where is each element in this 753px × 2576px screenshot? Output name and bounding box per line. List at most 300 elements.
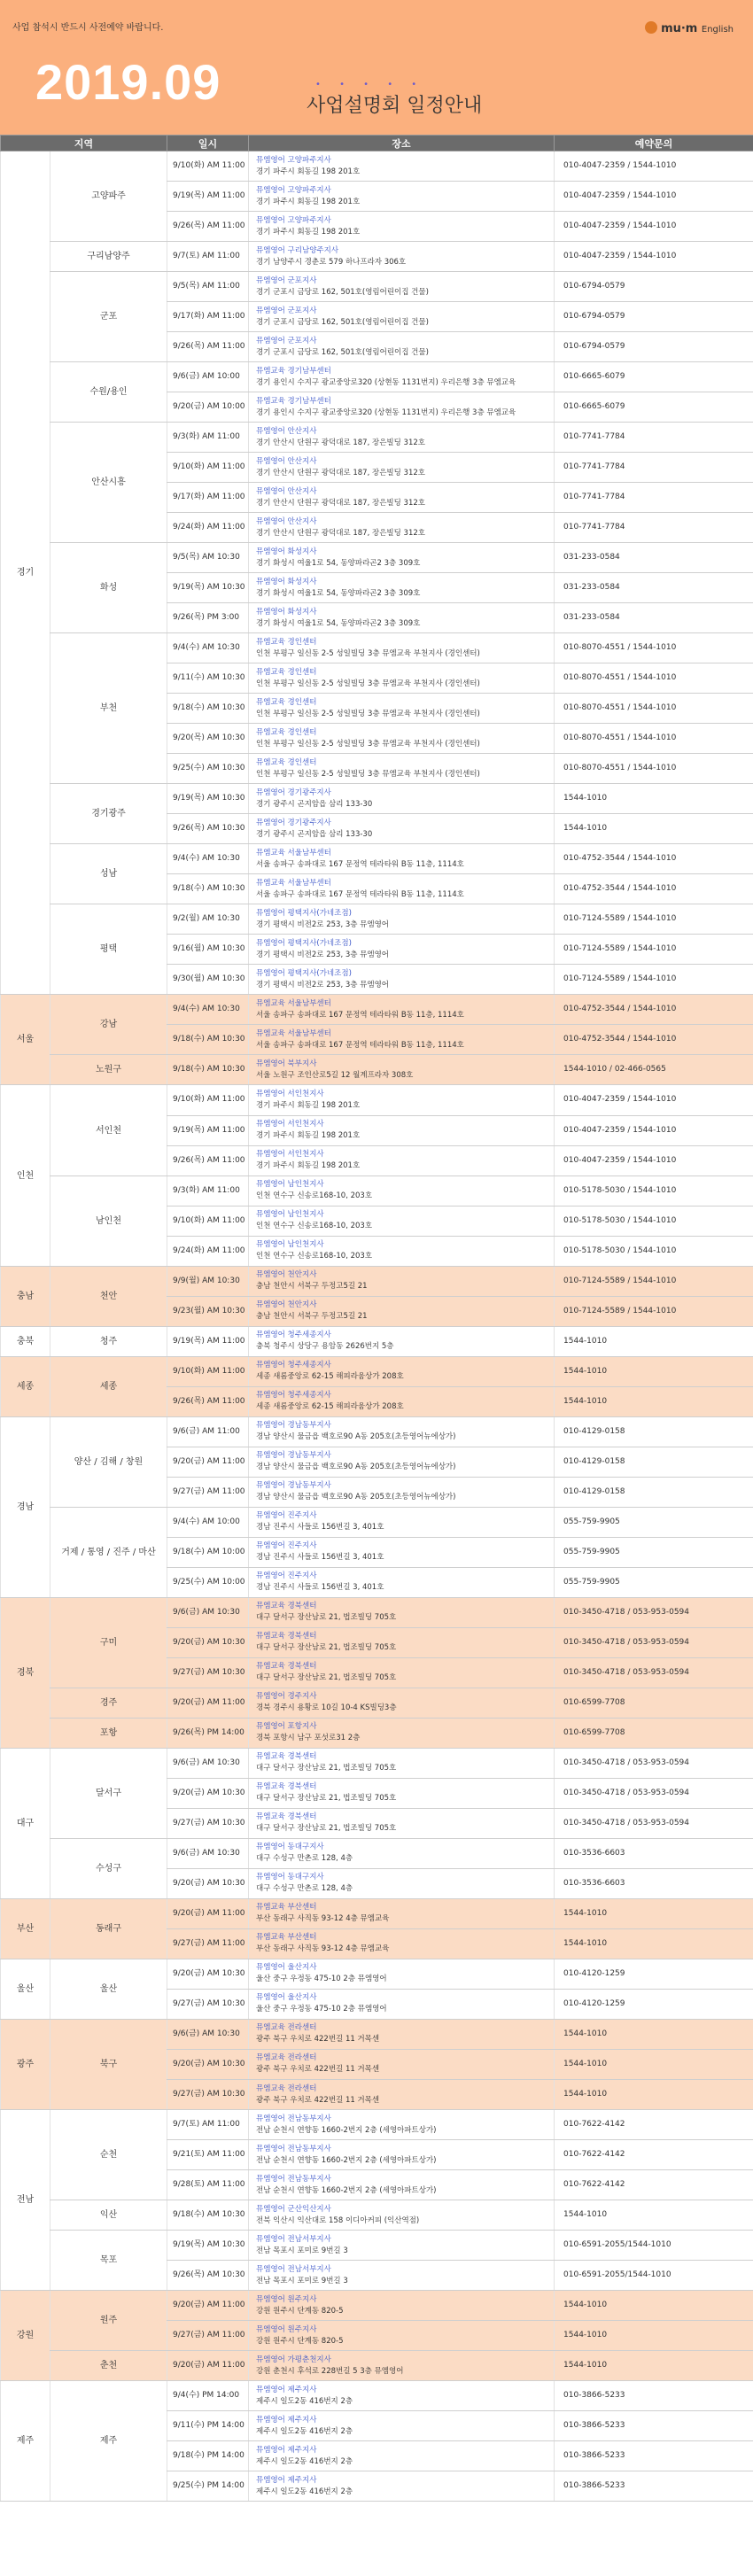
table-row	[1, 2019, 753, 2049]
branch-address: 경기 군포시 금당로 162, 501호(영림어린이집 건물)	[256, 287, 429, 297]
place-cell	[249, 1989, 555, 2019]
branch-name: 뮤엠영어 평택지사(가네조점)	[256, 938, 352, 948]
branch-name: 뮤엠영어 동대구지사	[256, 1873, 324, 1882]
table-row	[1, 2200, 753, 2231]
branch-name: 뮤엠영어 구리남양주지사	[256, 245, 339, 255]
place-cell	[249, 694, 555, 724]
branch-address: 인천 부평구 일신동 2-5 성일빌딩 3층 뮤엠교육 부천지사 (경인센터)	[256, 679, 480, 688]
branch-address: 전남 목포시 포미로 9번길 3	[256, 2246, 348, 2255]
contact-cell: 010-7622-4142	[555, 2110, 753, 2140]
branch-name: 뮤엠교육 서울남부센터	[256, 848, 331, 857]
contact-cell: 010-7124-5589 / 1544-1010	[555, 935, 753, 965]
date-cell: 9/20(목) AM 10:30	[167, 724, 249, 754]
area-cell: 동래구	[50, 1898, 167, 1959]
logo-sub: English	[701, 25, 734, 35]
contact-cell: 010-6794-0579	[555, 332, 753, 362]
branch-address: 경기 평택시 비전2로 253, 3층 뮤엠영어	[256, 950, 390, 959]
table-row	[1, 2381, 753, 2411]
contact-cell: 010-8070-4551 / 1544-1010	[555, 663, 753, 694]
area-cell: 부천	[50, 633, 167, 784]
area-cell: 수원/용인	[50, 362, 167, 423]
place-cell	[249, 1808, 555, 1838]
branch-name: 뮤엠영어 북부지사	[256, 1059, 317, 1068]
area-cell: 군포	[50, 272, 167, 362]
area-cell: 구미	[50, 1597, 167, 1688]
place-cell	[249, 362, 555, 392]
place-cell	[249, 242, 555, 272]
branch-address: 경기 화성시 여울1로 54, 동양파라곤2 3층 309호	[256, 618, 421, 628]
place-cell	[249, 332, 555, 362]
place-cell	[249, 2049, 555, 2079]
table-row	[1, 1356, 753, 1386]
date-cell: 9/20(금) AM 10:30	[167, 1959, 249, 1989]
date-cell: 9/10(화) AM 11:00	[167, 1356, 249, 1386]
area-cell: 경기광주	[50, 784, 167, 844]
branch-address: 제주시 일도2동 416번지 2층	[256, 2456, 353, 2466]
contact-cell: 010-3450-4718 / 053-953-0594	[555, 1778, 753, 1808]
date-cell: 9/10(화) AM 11:00	[167, 1085, 249, 1115]
branch-name: 뮤엠영어 경기광주지사	[256, 818, 331, 827]
date-cell: 9/27(금) AM 11:00	[167, 1477, 249, 1507]
place-cell	[249, 633, 555, 663]
date-cell: 9/9(월) AM 10:30	[167, 1266, 249, 1296]
contact-cell: 010-6665-6079	[555, 362, 753, 392]
logo-mark-icon	[645, 21, 657, 34]
branch-name: 뮤엠영어 진주지사	[256, 1541, 317, 1551]
branch-name: 뮤엠영어 전남동부지사	[256, 2144, 331, 2153]
contact-cell: 010-7124-5589 / 1544-1010	[555, 1266, 753, 1296]
branch-address: 제주시 일도2동 416번지 2층	[256, 2396, 353, 2406]
branch-name: 뮤엠영어 청주세종지사	[256, 1391, 331, 1401]
branch-address: 제주시 일도2동 416번지 2층	[256, 2426, 353, 2436]
branch-address: 서울 송파구 송파대로 167 문정역 테라타워 B동 11층, 1114호	[256, 1040, 464, 1050]
branch-address: 경기 광주시 곤지암읍 삼리 133-30	[256, 829, 373, 839]
table-row	[1, 1085, 753, 1115]
branch-address: 부산 동래구 사직동 93-12 4층 뮤엠교육	[256, 1914, 390, 1924]
contact-cell: 1544-1010	[555, 1898, 753, 1928]
place-cell	[249, 302, 555, 332]
contact-cell: 010-3450-4718 / 053-953-0594	[555, 1597, 753, 1627]
place-cell	[249, 1206, 555, 1236]
area-cell: 양산 / 김해 / 창원	[50, 1416, 167, 1507]
branch-name: 뮤엠교육 경인센터	[256, 757, 317, 767]
date-cell: 9/7(토) AM 11:00	[167, 2110, 249, 2140]
contact-cell: 1544-1010	[555, 784, 753, 814]
contact-cell: 010-3450-4718 / 053-953-0594	[555, 1748, 753, 1778]
branch-address: 인천 연수구 신송로168-10, 203호	[256, 1222, 373, 1231]
date-cell: 9/2(월) AM 10:30	[167, 904, 249, 935]
contact-cell: 010-4752-3544 / 1544-1010	[555, 874, 753, 904]
branch-name: 뮤엠영어 가평춘천지사	[256, 2355, 331, 2364]
place-cell	[249, 1386, 555, 1416]
contact-cell: 010-7622-4142	[555, 2170, 753, 2200]
date-cell: 9/6(금) AM 10:30	[167, 1748, 249, 1778]
branch-name: 뮤엠교육 전라센터	[256, 2083, 317, 2093]
date-cell: 9/20(금) AM 11:00	[167, 1688, 249, 1718]
place-cell	[249, 453, 555, 483]
date-cell: 9/25(수) PM 14:00	[167, 2471, 249, 2502]
branch-address: 경기 안산시 단원구 광덕대로 187, 장은빌딩 312호	[256, 438, 425, 447]
contact-cell: 1544-1010	[555, 1928, 753, 1959]
place-cell	[249, 1898, 555, 1928]
branch-name: 뮤엠영어 제주지사	[256, 2445, 317, 2455]
contact-cell: 031-233-0584	[555, 543, 753, 573]
area-cell: 달서구	[50, 1748, 167, 1838]
branch-name: 뮤엠영어 청주세종지사	[256, 1361, 331, 1370]
branch-address: 경기 파주시 회동길 198 201호	[256, 1161, 361, 1171]
area-cell: 구리남양주	[50, 242, 167, 272]
date-cell: 9/18(수) PM 14:00	[167, 2441, 249, 2471]
contact-cell: 010-7622-4142	[555, 2140, 753, 2170]
branch-name: 뮤엠영어 군포지사	[256, 336, 317, 345]
branch-address: 경기 화성시 여울1로 54, 동양파라곤2 3층 309호	[256, 588, 421, 598]
region-cell: 전남	[1, 2110, 50, 2291]
branch-name: 뮤엠교육 경인센터	[256, 727, 317, 737]
table-row	[1, 904, 753, 935]
date-cell: 9/26(목) AM 11:00	[167, 1145, 249, 1175]
branch-address: 경기 남양주시 경춘로 579 하나프라자 306호	[256, 257, 407, 267]
contact-cell: 010-4047-2359 / 1544-1010	[555, 1115, 753, 1145]
place-cell	[249, 904, 555, 935]
branch-name: 뮤엠교육 경기남부센터	[256, 396, 331, 406]
area-cell: 성남	[50, 844, 167, 904]
branch-name: 뮤엠교육 경북센터	[256, 1632, 317, 1641]
region-cell: 인천	[1, 1085, 50, 1266]
place-cell	[249, 1477, 555, 1507]
branch-address: 울산 중구 우정동 475-10 2층 뮤엠영어	[256, 1975, 387, 1984]
branch-address: 경기 화성시 여울1로 54, 동양파라곤2 3층 309호	[256, 558, 421, 568]
place-cell	[249, 754, 555, 784]
branch-name: 뮤엠영어 동대구지사	[256, 1843, 324, 1852]
contact-cell: 1544-1010	[555, 2351, 753, 2381]
date-cell: 9/10(화) AM 11:00	[167, 1206, 249, 1236]
table-row	[1, 1748, 753, 1778]
table-row	[1, 1266, 753, 1296]
contact-cell: 010-7741-7784	[555, 513, 753, 543]
date-cell: 9/17(화) AM 11:00	[167, 483, 249, 513]
branch-address: 제주시 일도2동 416번지 2층	[256, 2487, 353, 2496]
place-cell	[249, 2471, 555, 2502]
place-cell	[249, 965, 555, 995]
branch-name: 뮤엠영어 서인천지사	[256, 1120, 324, 1129]
decorative-dots: • • • • •	[315, 80, 425, 89]
date-cell: 9/27(금) AM 10:30	[167, 1808, 249, 1838]
branch-address: 경기 용인시 수지구 광교중앙로320 (상현동 1131번지) 우리은행 3층 뮤엠교육	[256, 407, 516, 417]
place-cell	[249, 392, 555, 423]
date-cell: 9/18(수) AM 10:30	[167, 874, 249, 904]
contact-cell: 1544-1010	[555, 2321, 753, 2351]
area-cell: 울산	[50, 1959, 167, 2019]
table-row	[1, 1838, 753, 1868]
branch-address: 경기 파주시 회동길 198 201호	[256, 197, 361, 206]
area-cell: 거제 / 통영 / 진주 / 마산	[50, 1507, 167, 1597]
table-row	[1, 1507, 753, 1537]
date-cell: 9/26(목) AM 10:30	[167, 2261, 249, 2291]
date-cell: 9/26(목) PM 3:00	[167, 603, 249, 633]
contact-cell: 031-233-0584	[555, 573, 753, 603]
branch-address: 대구 달서구 장산남로 21, 법조빌딩 705호	[256, 1613, 397, 1623]
date-cell: 9/4(수) PM 14:00	[167, 2381, 249, 2411]
col-datetime: 일시	[167, 136, 249, 151]
table-row	[1, 995, 753, 1025]
table-row	[1, 784, 753, 814]
branch-name: 뮤엠영어 남인천지사	[256, 1210, 324, 1220]
branch-address: 경기 평택시 비전2로 253, 3층 뮤엠영어	[256, 919, 390, 929]
contact-cell: 010-7741-7784	[555, 453, 753, 483]
area-cell: 남인천	[50, 1175, 167, 1266]
place-cell	[249, 995, 555, 1025]
contact-cell: 010-6591-2055/1544-1010	[555, 2231, 753, 2261]
region-cell: 충남	[1, 1266, 50, 1326]
table-row	[1, 1416, 753, 1447]
branch-name: 뮤엠영어 원주지사	[256, 2324, 317, 2334]
contact-cell: 010-4120-1259	[555, 1989, 753, 2019]
schedule-table	[0, 135, 753, 2502]
area-cell: 천안	[50, 1266, 167, 1326]
branch-address: 경북 경주시 용황로 10길 10-4 KS빌딩3층	[256, 1703, 397, 1713]
place-cell	[249, 1296, 555, 1326]
date-cell: 9/24(화) AM 11:00	[167, 513, 249, 543]
contact-cell: 010-4047-2359 / 1544-1010	[555, 242, 753, 272]
date-cell: 9/19(목) AM 11:00	[167, 1115, 249, 1145]
contact-cell: 010-3866-5233	[555, 2411, 753, 2441]
branch-name: 뮤엠영어 안산지사	[256, 456, 317, 466]
date-cell: 9/19(목) AM 11:00	[167, 1326, 249, 1356]
place-cell	[249, 1266, 555, 1296]
date-cell: 9/20(금) AM 10:30	[167, 1627, 249, 1657]
contact-cell: 010-4047-2359 / 1544-1010	[555, 151, 753, 182]
branch-address: 광주 북구 우치로 422번길 11 거목센	[256, 2065, 380, 2075]
branch-name: 뮤엠영어 전남서부지사	[256, 2264, 331, 2274]
branch-name: 뮤엠영어 화성지사	[256, 607, 317, 617]
date-cell: 9/16(월) AM 10:30	[167, 935, 249, 965]
region-cell: 경남	[1, 1416, 50, 1597]
branch-address: 세종 새롬중앙로 62-15 해피라움상가 208호	[256, 1402, 404, 1412]
branch-address: 경북 포항시 남구 포섯로31 2층	[256, 1734, 361, 1743]
contact-cell: 010-3536-6603	[555, 1838, 753, 1868]
area-cell: 세종	[50, 1356, 167, 1416]
place-cell	[249, 2231, 555, 2261]
contact-cell: 1544-1010	[555, 2049, 753, 2079]
date-cell: 9/18(수) AM 10:30	[167, 1055, 249, 1085]
contact-cell: 1544-1010	[555, 1386, 753, 1416]
place-cell	[249, 2261, 555, 2291]
branch-name: 뮤엠영어 울산지사	[256, 1993, 317, 2003]
contact-cell: 010-6794-0579	[555, 302, 753, 332]
date-cell: 9/10(화) AM 11:00	[167, 453, 249, 483]
branch-name: 뮤엠영어 서인천지사	[256, 1089, 324, 1098]
table-row	[1, 1055, 753, 1085]
branch-address: 전남 목포시 포미로 9번길 3	[256, 2276, 348, 2285]
branch-name: 뮤엠교육 경북센터	[256, 1782, 317, 1792]
table-row	[1, 1326, 753, 1356]
place-cell	[249, 1356, 555, 1386]
region-cell: 서울	[1, 995, 50, 1085]
branch-name: 뮤엠영어 제주지사	[256, 2415, 317, 2425]
branch-address: 대구 수성구 만촌로 128, 4층	[256, 1854, 353, 1864]
branch-address: 경남 양산시 물금읍 백호로90 A동 205호(초등영어뉴에상가)	[256, 1432, 456, 1442]
date-cell: 9/24(화) AM 11:00	[167, 1236, 249, 1266]
date-cell: 9/19(목) AM 10:30	[167, 2231, 249, 2261]
date-cell: 9/26(목) AM 11:00	[167, 1386, 249, 1416]
region-cell: 울산	[1, 1959, 50, 2019]
contact-cell: 010-5178-5030 / 1544-1010	[555, 1206, 753, 1236]
branch-address: 전북 익산시 익산대로 158 이디아커피 (익산역점)	[256, 2215, 420, 2225]
contact-cell: 010-4047-2359 / 1544-1010	[555, 182, 753, 212]
area-cell: 강남	[50, 995, 167, 1055]
branch-name: 뮤엠영어 군포지사	[256, 275, 317, 285]
place-cell	[249, 182, 555, 212]
branch-name: 뮤엠영어 경남동부지사	[256, 1421, 331, 1431]
branch-address: 인천 부평구 일신동 2-5 성일빌딩 3층 뮤엠교육 부천지사 (경인센터)	[256, 739, 480, 749]
place-cell	[249, 1025, 555, 1055]
contact-cell: 010-7124-5589 / 1544-1010	[555, 1296, 753, 1326]
branch-name: 뮤엠영어 고양파주지사	[256, 155, 331, 165]
date-cell: 9/5(목) AM 10:30	[167, 543, 249, 573]
contact-cell: 010-4129-0158	[555, 1447, 753, 1477]
area-cell: 익산	[50, 2200, 167, 2231]
area-cell: 서인천	[50, 1085, 167, 1175]
branch-name: 뮤엠영어 군산익산지사	[256, 2204, 331, 2214]
place-cell	[249, 1447, 555, 1477]
date-cell: 9/18(수) AM 10:30	[167, 694, 249, 724]
schedule-body	[1, 151, 753, 2502]
date-cell: 9/4(수) AM 10:00	[167, 1507, 249, 1537]
date-cell: 9/26(목) AM 11:00	[167, 332, 249, 362]
place-cell	[249, 935, 555, 965]
contact-cell: 010-4129-0158	[555, 1416, 753, 1447]
branch-address: 서울 송파구 송파대로 167 문정역 테라타워 B동 11층, 1114호	[256, 889, 464, 899]
place-cell	[249, 1627, 555, 1657]
branch-name: 뮤엠영어 경기광주지사	[256, 788, 331, 797]
contact-cell: 1544-1010 / 02-466-0565	[555, 1055, 753, 1085]
branch-name: 뮤엠영어 전남동부지사	[256, 2174, 331, 2184]
area-cell: 포항	[50, 1718, 167, 1748]
contact-cell: 010-6794-0579	[555, 272, 753, 302]
date-cell: 9/6(금) AM 10:30	[167, 2019, 249, 2049]
branch-address: 충남 천안시 서북구 두정고5길 21	[256, 1282, 368, 1292]
branch-address: 강원 원주시 단계동 820-5	[256, 2336, 344, 2346]
place-cell	[249, 2200, 555, 2231]
region-cell: 경북	[1, 1597, 50, 1748]
date-cell: 9/25(수) AM 10:30	[167, 754, 249, 784]
branch-address: 인천 부평구 일신동 2-5 성일빌딩 3층 뮤엠교육 부천지사 (경인센터)	[256, 648, 480, 658]
place-cell	[249, 2441, 555, 2471]
date-cell: 9/27(금) AM 11:00	[167, 1928, 249, 1959]
branch-address: 세종 새롬중앙로 62-15 해피라움상가 208호	[256, 1372, 404, 1382]
date-cell: 9/19(목) AM 10:30	[167, 573, 249, 603]
branch-name: 뮤엠영어 경남동부지사	[256, 1481, 331, 1491]
contact-cell: 010-4120-1259	[555, 1959, 753, 1989]
branch-address: 대구 달서구 장산남로 21, 법조빌딩 705호	[256, 1764, 397, 1773]
branch-address: 대구 달서구 장산남로 21, 법조빌딩 705호	[256, 1794, 397, 1804]
branch-address: 경기 파주시 회동길 198 201호	[256, 167, 361, 176]
table-row	[1, 2351, 753, 2381]
contact-cell: 010-6665-6079	[555, 392, 753, 423]
date-cell: 9/4(수) AM 10:30	[167, 633, 249, 663]
date-cell: 9/19(목) AM 10:30	[167, 784, 249, 814]
contact-cell: 1544-1010	[555, 2200, 753, 2231]
branch-address: 서울 송파구 송파대로 167 문정역 테라타워 B동 11층, 1114호	[256, 1010, 464, 1020]
branch-name: 뮤엠교육 경기남부센터	[256, 366, 331, 376]
table-row	[1, 1175, 753, 1206]
branch-address: 인천 연수구 신송로168-10, 203호	[256, 1191, 373, 1201]
date-cell: 9/27(금) AM 10:30	[167, 2080, 249, 2110]
place-cell	[249, 784, 555, 814]
area-cell: 고양파주	[50, 151, 167, 242]
table-row	[1, 633, 753, 663]
place-cell	[249, 483, 555, 513]
contact-cell: 010-5178-5030 / 1544-1010	[555, 1175, 753, 1206]
branch-name: 뮤엠교육 서울남부센터	[256, 998, 331, 1008]
page-title-year: 2019.09	[35, 54, 221, 110]
branch-name: 뮤엠영어 화성지사	[256, 547, 317, 556]
area-cell: 수성구	[50, 1838, 167, 1898]
contact-cell: 010-6591-2055/1544-1010	[555, 2261, 753, 2291]
brand-logo	[645, 21, 734, 35]
place-cell	[249, 1507, 555, 1537]
contact-cell: 010-8070-4551 / 1544-1010	[555, 724, 753, 754]
table-row	[1, 543, 753, 573]
branch-address: 전남 순천시 연향동 1660-2번지 2층 (세영아파트상가)	[256, 2125, 437, 2135]
date-cell: 9/20(금) AM 10:30	[167, 2049, 249, 2079]
branch-name: 뮤엠영어 천안지사	[256, 1300, 317, 1310]
place-cell	[249, 1657, 555, 1688]
place-cell	[249, 2411, 555, 2441]
contact-cell: 010-4752-3544 / 1544-1010	[555, 844, 753, 874]
region-cell: 세종	[1, 1356, 50, 1416]
place-cell	[249, 1718, 555, 1748]
place-cell	[249, 543, 555, 573]
date-cell: 9/20(금) AM 10:30	[167, 1868, 249, 1898]
place-cell	[249, 1688, 555, 1718]
place-cell	[249, 2351, 555, 2381]
branch-name: 뮤엠교육 부산센터	[256, 1933, 317, 1943]
place-cell	[249, 1326, 555, 1356]
branch-name: 뮤엠교육 경인센터	[256, 667, 317, 677]
place-cell	[249, 844, 555, 874]
branch-address: 경기 평택시 비전2로 253, 3층 뮤엠영어	[256, 980, 390, 989]
branch-name: 뮤엠영어 화성지사	[256, 577, 317, 586]
branch-name: 뮤엠영어 진주지사	[256, 1571, 317, 1581]
contact-cell: 055-759-9905	[555, 1507, 753, 1537]
place-cell	[249, 1537, 555, 1567]
branch-address: 부산 동래구 사직동 93-12 4층 뮤엠교육	[256, 1944, 390, 1954]
branch-name: 뮤엠교육 경북센터	[256, 1602, 317, 1611]
branch-name: 뮤엠영어 제주지사	[256, 2475, 317, 2485]
branch-name: 뮤엠영어 제주지사	[256, 2385, 317, 2394]
place-cell	[249, 2291, 555, 2321]
branch-name: 뮤엠교육 서울남부센터	[256, 1028, 331, 1038]
branch-address: 서울 노원구 조인산로5길 12 월계프라자 308호	[256, 1070, 414, 1080]
region-cell: 대구	[1, 1748, 50, 1898]
branch-address: 광주 북구 우치로 422번길 11 거목센	[256, 2095, 380, 2105]
contact-cell: 1544-1010	[555, 2080, 753, 2110]
table-header-row	[1, 136, 753, 151]
area-cell: 안산시흥	[50, 423, 167, 543]
contact-cell: 1544-1010	[555, 1356, 753, 1386]
branch-address: 강원 원주시 단계동 820-5	[256, 2306, 344, 2316]
area-cell: 노원구	[50, 1055, 167, 1085]
branch-address: 경기 안산시 단원구 광덕대로 187, 장은빌딩 312호	[256, 498, 425, 508]
area-cell: 북구	[50, 2019, 167, 2109]
region-cell: 부산	[1, 1898, 50, 1959]
date-cell: 9/20(금) AM 11:00	[167, 1898, 249, 1928]
branch-address: 경기 안산시 단원구 광덕대로 187, 장은빌딩 312호	[256, 528, 425, 538]
branch-address: 충북 청주시 상당구 용암동 2626번지 5층	[256, 1342, 394, 1352]
branch-name: 뮤엠영어 안산지사	[256, 486, 317, 496]
contact-cell: 010-3450-4718 / 053-953-0594	[555, 1808, 753, 1838]
